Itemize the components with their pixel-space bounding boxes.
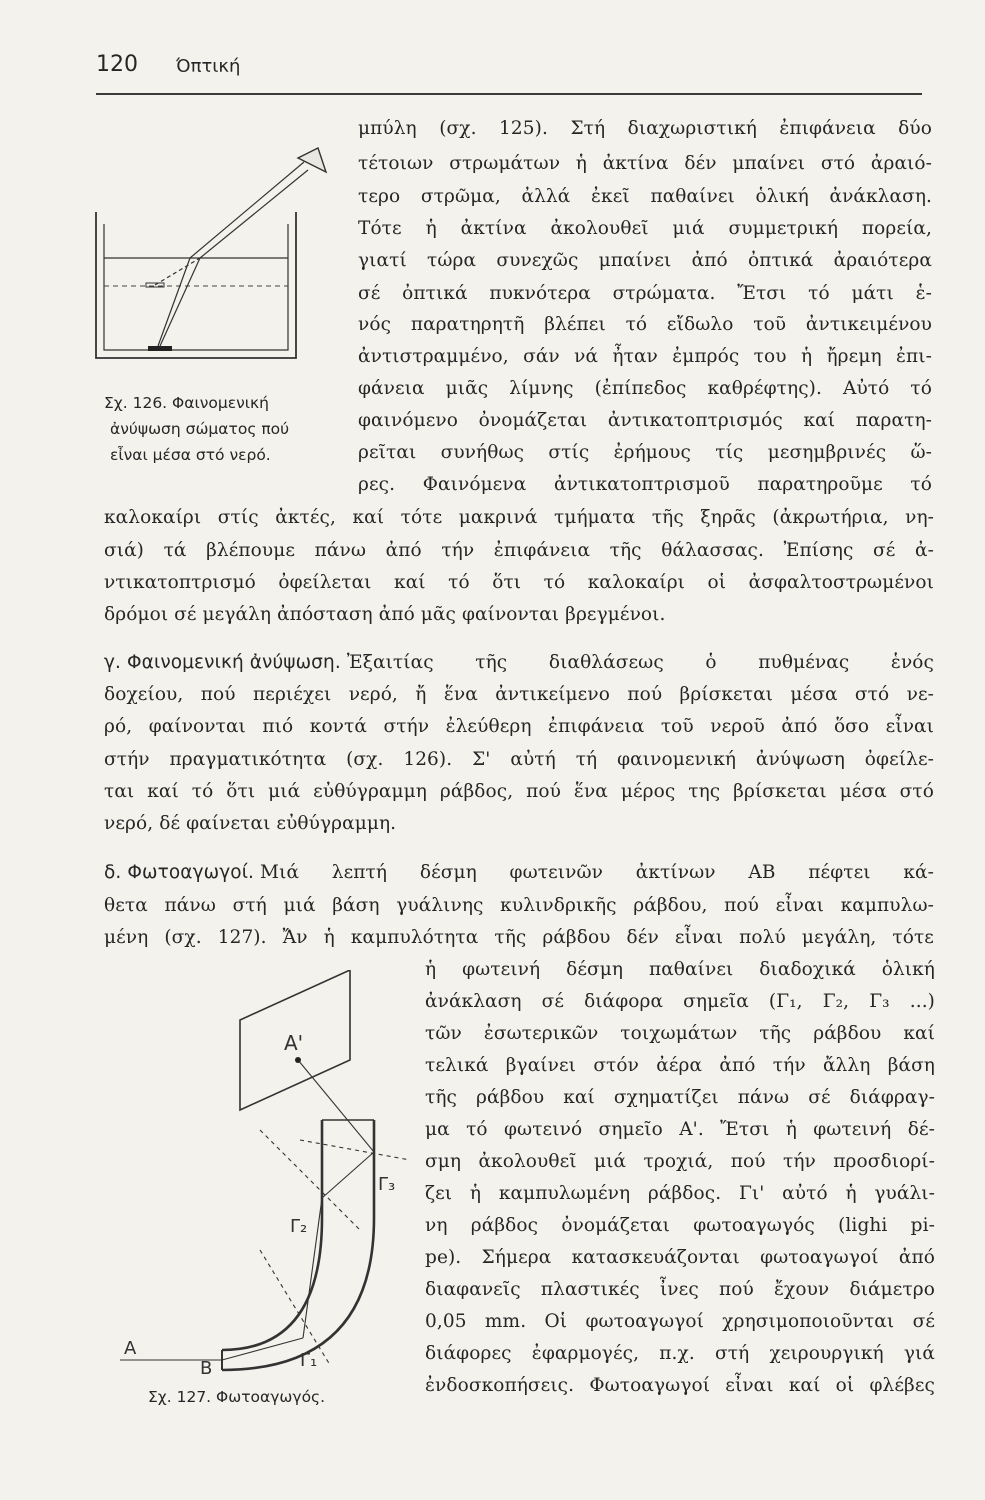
header-rule (96, 93, 922, 95)
text-line: ται καί τό ὅτι μιά εὐθύγραμμη ράβδος, πού ἕνα μέρος της βρίσκεται μέσα στό (104, 781, 934, 802)
text-line: ἀντιστραμμένο, σάν νά ἦταν ἐμπρός του ἡ ἤρεμη ἐπι- (358, 346, 932, 367)
eye-icon (298, 148, 326, 172)
text-line: τελικά βγαίνει στόν ἀέρα ἀπό τήν ἄλλη βάση (425, 1055, 935, 1076)
figure-126-caption-1: Σχ. 126. Φαινομενική (104, 394, 269, 412)
page-number: 120 (96, 52, 138, 77)
section-gamma-heading: γ. Φαινομενική ἀνύψωση. (104, 652, 341, 673)
text-line: δοχείου, πού περιέχει νερό, ἤ ἕνα ἀντικείμενο πού βρίσκεται μέσα στό νε- (104, 684, 934, 705)
section-delta-first-line (104, 860, 934, 886)
bright-spot (295, 1057, 301, 1063)
section-delta-heading: δ. Φωτοαγωγοί. (104, 862, 255, 883)
text-line: ρό, φαίνονται πιό κοντά στήν ἐλεύθερη ἐπιφάνεια τοῦ νεροῦ ἀπό ὅσο εἶναι (104, 716, 934, 737)
text-line: ρες. Φαινόμενα ἀντικατοπτρισμοῦ παρατηροῦμε τό (358, 474, 932, 495)
text-line: τέτοιων στρωμάτων ἡ ἀκτίνα δέν μπαίνει στό ἀραιό- (358, 153, 932, 174)
text-line: τερο στρῶμα, ἀλλά ἐκεῖ παθαίνει ὁλική ἀνάκλαση. (358, 186, 932, 207)
light-pipe-inner-wall (222, 1120, 374, 1370)
container-vessel (96, 212, 296, 358)
container-inner-wall (104, 224, 288, 350)
ray-segment-4 (298, 1060, 374, 1152)
label-a-prime: Α' (284, 1031, 304, 1055)
section-title: Όπτική (176, 56, 241, 77)
text-line: διάφορες ἐφαρμογές, π.χ. στή χειρουργική γιά (425, 1343, 935, 1364)
text-line: ρεῖται συνήθως στίς ἐρήμους τίς μεσημβρινές ὥ- (358, 442, 932, 463)
object-real (148, 346, 172, 351)
text-line: νη ράβδος ὀνομάζεται φωτοαγωγός (lighi pi- (425, 1215, 935, 1236)
figure-126-caption-3: εἶναι μέσα στό νερό. (110, 446, 271, 464)
text-line: νός παρατηρητῆ βλέπει τό εἴδωλο τοῦ ἀντικειμένου (358, 314, 932, 335)
text-line: στήν πραγματικότητα (σχ. 126). Σ' αὐτή τή φαινομενική ἀνύψωση ὀφείλε- (104, 749, 934, 770)
label-g2: Γ₂ (290, 1216, 308, 1237)
refracted-ray (160, 258, 200, 346)
normal-line-g1 (260, 1250, 330, 1365)
ray-segment-3 (322, 1152, 374, 1198)
text-line: Μιά λεπτή δέσμη φωτεινῶν ἀκτίνων ΑΒ πέφτει κά- (260, 862, 934, 883)
normal-line-g2 (260, 1130, 360, 1230)
text-line: ἀνάκλαση σέ διάφορα σημεῖα (Γ₁, Γ₂, Γ₃ ...) (425, 991, 935, 1012)
figure-127-diagram (110, 970, 420, 1380)
text-line: φάνεια μιᾶς λίμνης (ἐπίπεδος καθρέφτης). Αὐτό τό (358, 378, 932, 399)
text-line: μα τό φωτεινό σημεῖο Α'. Ἔτσι ἡ φωτεινή δέ- (425, 1119, 935, 1140)
text-line: μπύλη (σχ. 125). Στή διαχωριστική ἐπιφάνεια δύο (358, 118, 932, 139)
section-gamma-first-line (104, 650, 934, 676)
text-line: θετα πάνω στή μιά βάση γυάλινης κυλινδρικῆς ράβδου, πού εἶναι καμπυλω- (104, 895, 934, 916)
label-b: Β (200, 1358, 213, 1379)
text-line: ἐνδοσκοπήσεις. Φωτοαγωγοί εἶναι καί οἱ φλέβες (425, 1375, 935, 1396)
figure-126-diagram (90, 140, 330, 370)
text-line: μένη (σχ. 127). Ἄν ἡ καμπυλότητα τῆς ράβδου δέν εἶναι πολύ μεγάλη, τότε (104, 927, 934, 948)
text-line: 0,05 mm. Οἱ φωτοαγωγοί χρησιμοποιοῦνται σέ (425, 1311, 935, 1332)
text-line: δρόμοι σέ μεγάλη ἀπόσταση ἀπό μᾶς φαίνονται βρεγμένοι. (104, 604, 666, 625)
text-line: ντικατοπτρισμό ὀφείλεται καί τό ὅτι τό καλοκαίρι οἱ ἀσφαλτοστρωμένοι (104, 572, 934, 593)
text-line: καλοκαίρι στίς ἀκτές, καί τότε μακρινά τμήματα τῆς ξηρᾶς (ἀκρωτήρια, νη- (104, 507, 934, 528)
text-line: σιά) τά βλέπουμε πάνω ἀπό τήν ἐπιφάνεια τῆς θάλασσας. Ἐπίσης σέ ἀ- (104, 540, 934, 561)
text-line: pe). Σήμερα κατασκευάζονται φωτοαγωγοί ἀπό (425, 1247, 935, 1268)
text-line: νερό, δέ φαίνεται εὐθύγραμμη. (104, 813, 397, 834)
label-g1: Γ₁ (300, 1350, 318, 1371)
emerging-ray-2 (190, 162, 304, 258)
text-line: ζει ἡ καμπυλωμένη ράβδος. Γι' αὐτό ἡ γυάλι- (425, 1183, 935, 1204)
emerging-ray (200, 170, 308, 258)
text-line: σμη ἀκολουθεῖ μιά τροχιά, πού τήν προσδιορί- (425, 1151, 935, 1172)
text-line: γιατί τώρα συνεχῶς μπαίνει ἀπό ὀπτικά ἀραιότερα (358, 250, 932, 271)
text-line: διαφανεῖς πλαστικές ἶνες πού ἔχουν διάμετρο (425, 1279, 935, 1300)
text-line: φαινόμενο ὀνομάζεται ἀντικατοπτρισμός καί παρατη- (358, 410, 932, 431)
figure-126-caption-2: ἀνύψωση σώματος πού (110, 420, 290, 438)
text-line: τῶν ἐσωτερικῶν τοιχωμάτων τῆς ράβδου καί (425, 1023, 935, 1044)
text-line: Τότε ἡ ἀκτίνα ἀκολουθεῖ μιά συμμετρική πορεία, (358, 218, 932, 239)
text-line: ἡ φωτεινή δέσμη παθαίνει διαδοχικά ὁλική (425, 959, 935, 980)
normal-line-g3 (300, 1140, 410, 1160)
figure-127-caption: Σχ. 127. Φωτοαγωγός. (148, 1388, 326, 1406)
refracted-ray-2 (158, 258, 190, 346)
label-a: Α (124, 1338, 137, 1359)
label-g3: Γ₃ (378, 1174, 396, 1195)
text-line: Ἐξαιτίας τῆς διαθλάσεως ὁ πυθμένας ἑνός (346, 652, 934, 673)
text-line: σέ ὀπτικά πυκνότερα στρώματα. Ἔτσι τό μάτι ἑ- (358, 283, 932, 304)
text-line: τῆς ράβδου καί σχηματίζει πάνω σέ διάφραγ- (425, 1087, 935, 1108)
